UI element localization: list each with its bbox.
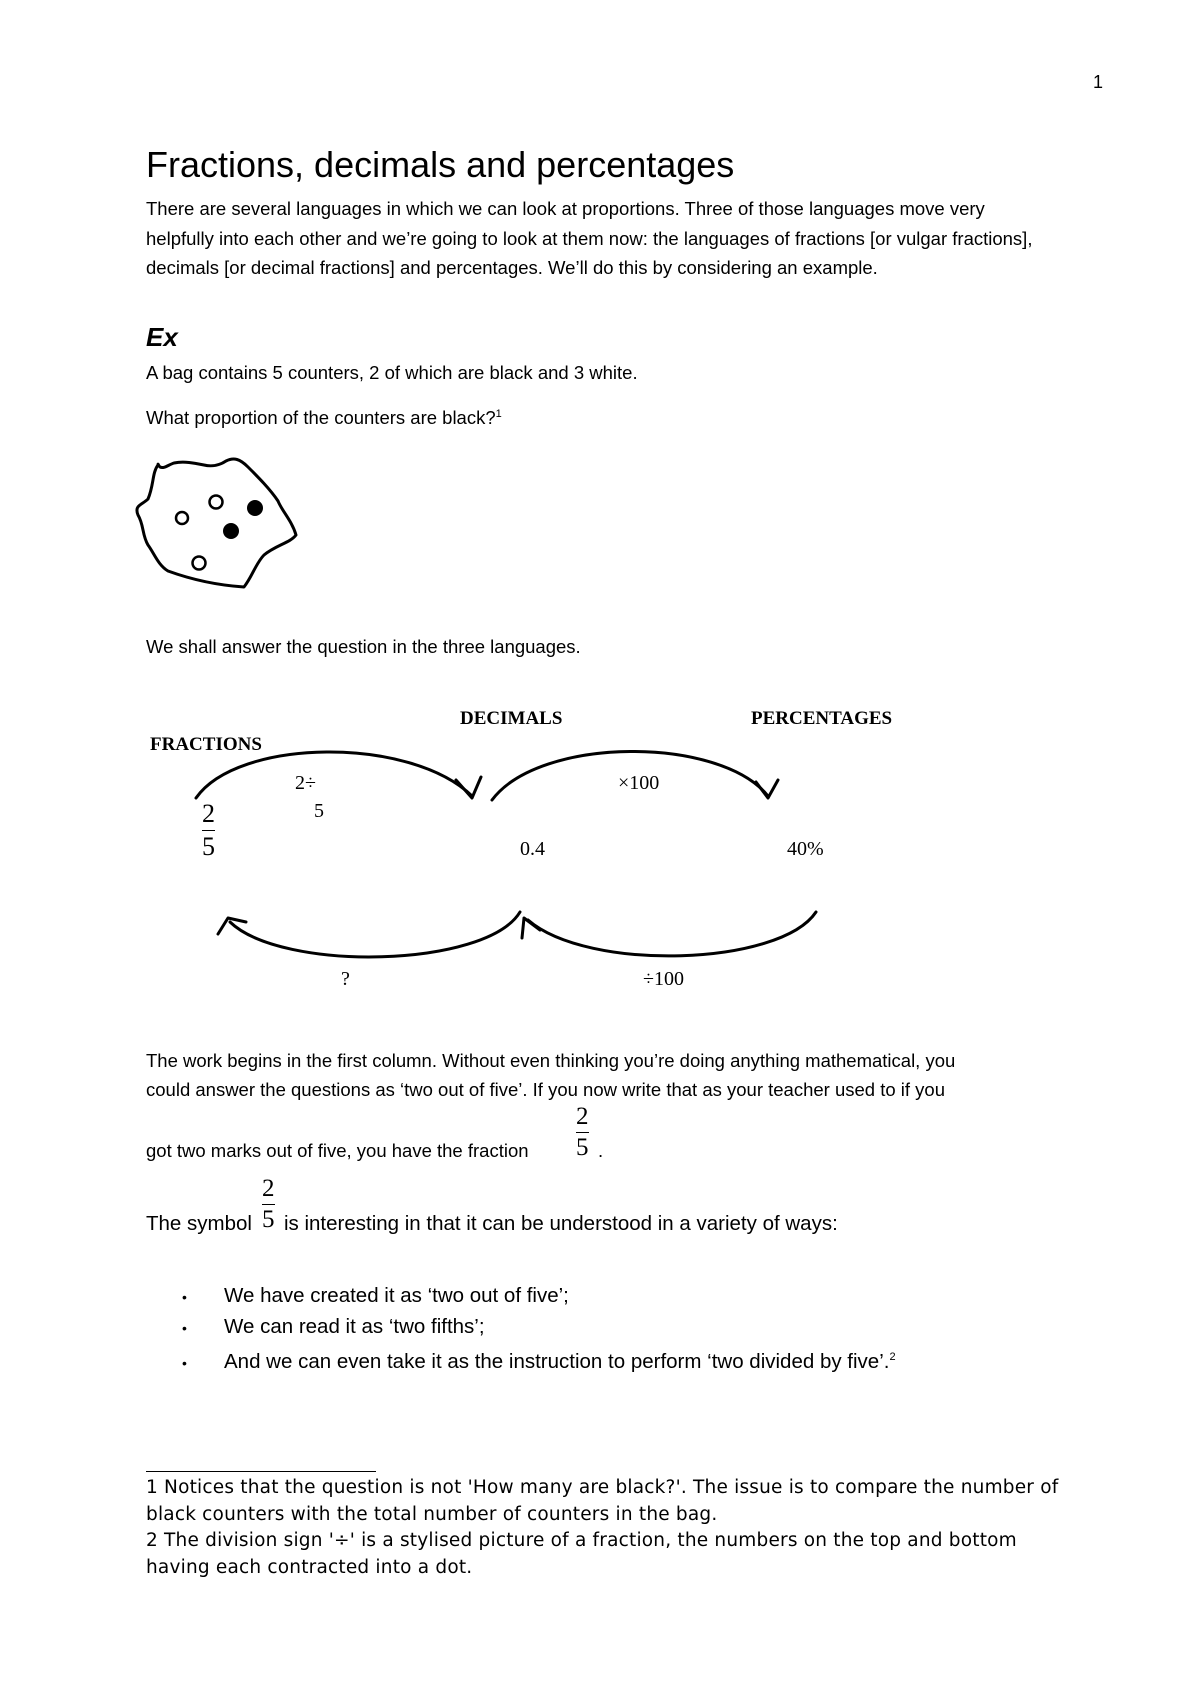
- explanation-period: .: [598, 1140, 604, 1161]
- example-question: [146, 407, 502, 429]
- bullet-icon: •: [182, 1289, 187, 1305]
- inline-fraction-bar: [576, 1132, 589, 1133]
- explanation-line-3-text: got two marks out of five, you have the fraction: [146, 1140, 529, 1161]
- question-text: What proportion of the counters are black?: [146, 407, 496, 428]
- inline-fraction-numerator: 2: [576, 1103, 589, 1130]
- explanation-line-1: The work begins in the first column. Without even thinking you’re doing anything mathematical, you: [146, 1050, 956, 1071]
- column-heading-fractions: FRACTIONS: [150, 734, 262, 755]
- operation-divide-bottom: 5: [314, 800, 324, 822]
- operation-divide-100: ÷100: [643, 968, 684, 990]
- symbol-fraction-numerator: 2: [262, 1175, 275, 1202]
- footnote-1: 1 Notices that the question is not 'How many are black?'. The issue is to compare the number of black counters with the total number of counters in the bag.: [146, 1477, 1059, 1525]
- bullet-icon: •: [182, 1354, 187, 1371]
- example-heading: Ex: [146, 322, 178, 352]
- column-heading-decimals: DECIMALS: [460, 708, 563, 729]
- list-item-text: And we can even take it as the instruction to perform ‘two divided by five’.: [224, 1349, 890, 1373]
- arrowhead-decimal-to-fraction: [218, 918, 246, 934]
- three-languages-line: We shall answer the question in the three languages.: [146, 636, 581, 657]
- arrowhead-percent-to-decimal: [522, 918, 540, 938]
- white-counter-3: [193, 557, 206, 570]
- operation-divide-top: 2÷: [295, 772, 316, 794]
- symbol-sentence-post: is interesting in that it can be understood in a variety of ways:: [283, 1212, 838, 1235]
- footnote-ref-2: 2: [889, 1351, 896, 1363]
- symbol-sentence-pre: The symbol: [146, 1212, 252, 1235]
- arrow-decimal-to-fraction: [230, 912, 520, 957]
- list-item: [146, 1311, 896, 1342]
- arrow-percent-to-decimal: [528, 912, 816, 956]
- list-item-text: We can read it as ‘two fifths’;: [224, 1315, 485, 1338]
- black-counter-1: [247, 500, 263, 516]
- operation-times-100: ×100: [618, 772, 660, 794]
- bag-outline: [137, 459, 296, 587]
- black-counter-2: [223, 523, 239, 539]
- explanation-line-3: [146, 1140, 529, 1162]
- percent-value: 40%: [787, 838, 824, 860]
- symbol-sentence: [146, 1212, 838, 1236]
- example-statement: A bag contains 5 counters, 2 of which are black and 3 white.: [146, 362, 638, 383]
- footnote-2: 2 The division sign '÷' is a stylised picture of a fraction, the numbers on the top and bottom having each contracted into a dot.: [146, 1530, 1017, 1578]
- arrow-fraction-to-decimal: [196, 752, 472, 798]
- fraction-two-fifths: [202, 800, 215, 861]
- inline-fraction-two-fifths: [576, 1104, 589, 1161]
- page-title: Fractions, decimals and percentages: [146, 144, 735, 185]
- column-heading-percentages: PERCENTAGES: [751, 708, 893, 729]
- white-counter-2: [176, 512, 188, 524]
- fraction-denominator: 5: [202, 832, 215, 861]
- bag-of-counters-illustration: [130, 455, 306, 600]
- fraction-bar: [202, 830, 215, 831]
- footnotes: [146, 1475, 1086, 1581]
- symbol-fraction-bar: [262, 1204, 275, 1205]
- list-item-text: We have created it as ‘two out of five’;: [224, 1284, 569, 1307]
- arrowhead-decimal-to-percent: [756, 780, 778, 798]
- explanation-line-2: could answer the questions as ‘two out of five’. If you now write that as your teacher used to if you: [146, 1079, 946, 1100]
- white-counter-1: [210, 496, 223, 509]
- interpretation-list: [146, 1280, 896, 1373]
- intro-paragraph: There are several languages in which we can look at proportions. Three of those languages move very helpfully into each other and we’re going to look at them now: the languages of fractions [or vulgar fractions], decimals [or decimal fractions] and percentages. We’ll do this by considering an example.: [146, 198, 1033, 278]
- footnote-ref-1: 1: [495, 407, 502, 420]
- page-number: 1: [1093, 72, 1104, 92]
- symbol-fraction-denominator: 5: [262, 1206, 275, 1233]
- decimal-value: 0.4: [520, 838, 545, 860]
- bullet-icon: •: [182, 1320, 187, 1336]
- inline-fraction-denominator: 5: [576, 1134, 589, 1161]
- arrowhead-fraction-to-decimal: [456, 777, 481, 798]
- operation-unknown: ?: [341, 968, 350, 990]
- footnote-divider: [146, 1471, 376, 1472]
- fraction-numerator: 2: [202, 799, 215, 828]
- list-item: [146, 1342, 896, 1373]
- list-item: [146, 1280, 896, 1311]
